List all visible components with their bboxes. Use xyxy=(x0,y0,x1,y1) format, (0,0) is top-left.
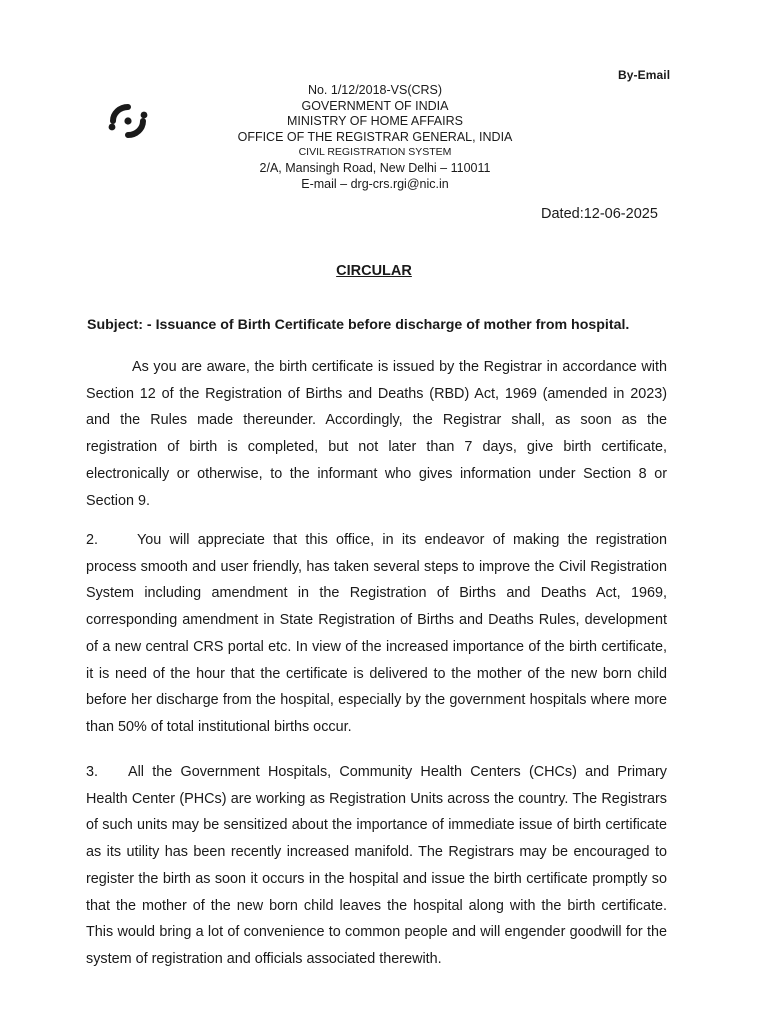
circular-date: Dated:12-06-2025 xyxy=(541,206,658,222)
delivery-mode-label: By-Email xyxy=(618,68,671,82)
census-emblem-icon xyxy=(103,101,153,141)
office-email: E-mail – drg-crs.rgi@nic.in xyxy=(301,176,449,191)
office-address: 2/A, Mansingh Road, New Delhi – 110011 xyxy=(259,160,491,175)
division-name: CIVIL REGISTRATION SYSTEM xyxy=(298,146,452,159)
paragraph-2-text: You will appreciate that this office, in its endeavor of making the registration process smooth and user friendly, has taken several steps to improve the Civil Registration System including amendment in the Registration of Births and Deaths Act, 1969, corresponding amendment in State Registration of Births and Deaths Rules, development of a new central CRS portal etc. In view of the increased importance of the birth certificate, it is need of the hour that the certificate is delivered to the mother of the new born child before her discharge from the hospital, especially by the government hospitals where more than 50% of total institutional births occur. xyxy=(86,532,667,735)
letterhead xyxy=(200,83,550,192)
paragraph-1 xyxy=(86,354,667,514)
paragraph-3-text: All the Government Hospitals, Community Health Centers (CHCs) and Primary Health Center (PHCs) are working as Registration Units across the country. The Registrars of such units may be sensitized about the importance of immediate issue of birth certificate as its utility has been recently increased manifold. The Registrars may be encouraged to register the birth as soon it occurs in the hospital and issue the birth certificate promptly so that the mother of the new born child leaves the hospital along with the birth certificate. This would bring a lot of convenience to common people and will engender goodwill for the system of registration and officials associated therewith. xyxy=(86,764,667,967)
paragraph-3 xyxy=(86,759,667,973)
reference-number: No. 1/12/2018-VS(CRS) xyxy=(307,83,443,97)
document-title: CIRCULAR xyxy=(336,263,412,279)
paragraph-1-text: As you are aware, the birth certificate is issued by the Registrar in accordance with Section 12 of the Registration of Births and Deaths (RBD) Act, 1969 (amended in 2023) and the Rules made thereunder. Accordingly, the Registrar shall, as soon as the registration of birth is completed, but not later than 7 days, give birth certificate, electronically or otherwise, to the informant who gives information under Section 8 or Section 9. xyxy=(86,359,667,509)
subject-line: Subject: - Issuance of Birth Certificate before discharge of mother from hospital. xyxy=(87,317,630,333)
government-name: GOVERNMENT OF INDIA xyxy=(301,98,449,113)
office-name: OFFICE OF THE REGISTRAR GENERAL, INDIA xyxy=(237,129,513,144)
ministry-name: MINISTRY OF HOME AFFAIRS xyxy=(287,114,463,129)
paragraph-2 xyxy=(86,527,667,741)
paragraph-2-number: 2. xyxy=(86,532,99,548)
paragraph-3-number: 3. xyxy=(86,764,99,780)
